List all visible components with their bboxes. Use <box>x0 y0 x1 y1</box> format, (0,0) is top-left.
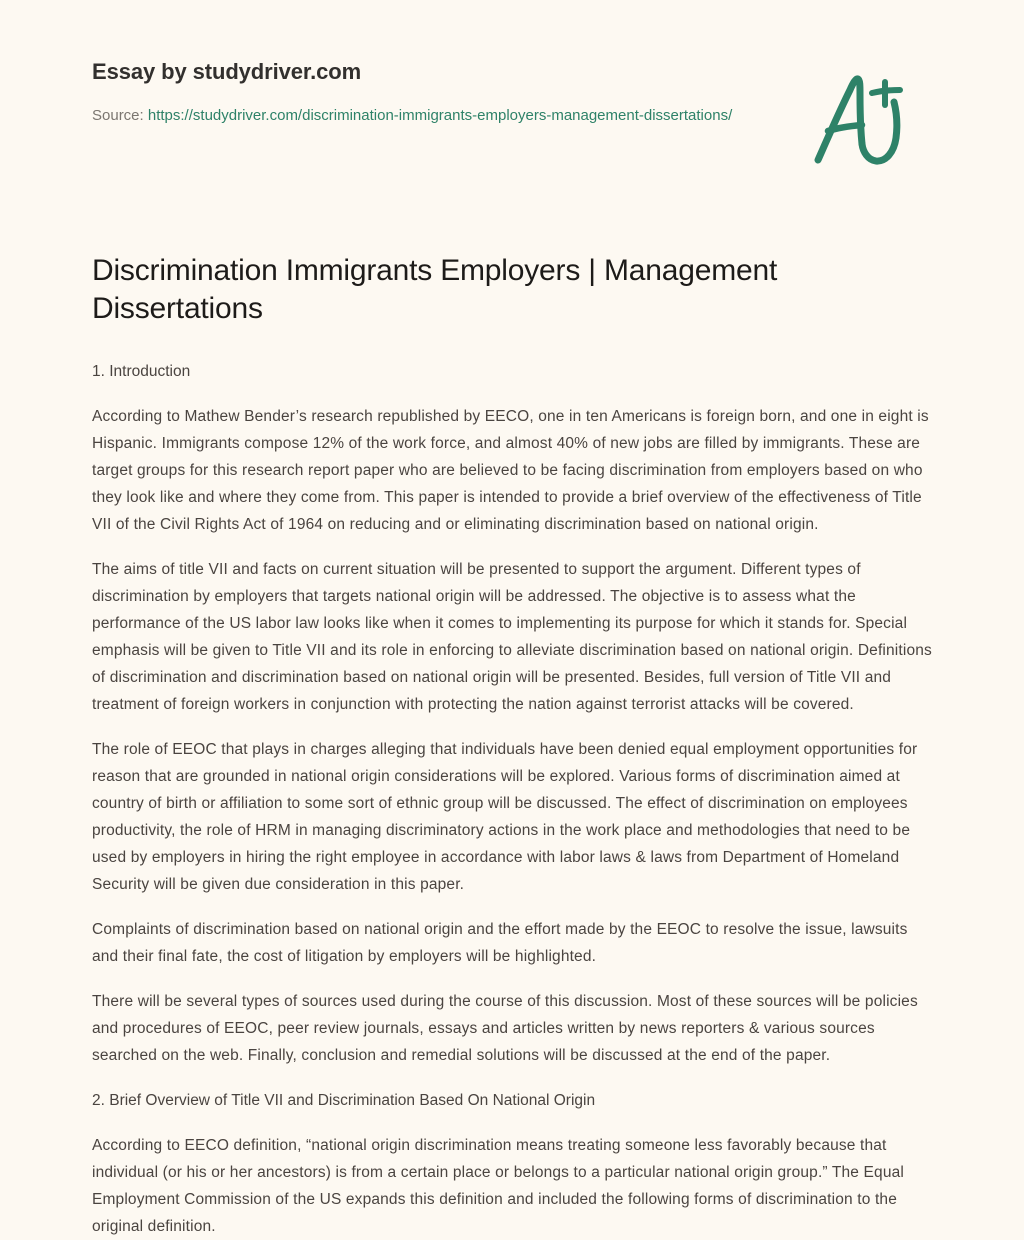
body-paragraph: Complaints of discrimination based on national origin and the effort made by the EEOC to resolve the issue, lawsuits and their final fate, the cost of litigation by employers will be highlighted. <box>92 921 908 965</box>
body-paragraph: The aims of title VII and facts on current situation will be presented to support the argument. Different types of discrimination by employers that targets national origin will be addressed. The objective is to assess what the performance of the US labor law looks like when it comes to implementing its purpose for which it stands for. Special emphasis will be given to Title VII and its role in enforcing to alleviate discrimination based on national origin. Definitions of discrimination and discrimination based on national origin will be presented. Besides, full version of Title VII and treatment of foreign workers in conjunction with protecting the nation against terrorist attacks will be covered. <box>92 561 932 713</box>
source-url-link[interactable]: https://studydriver.com/discrimination-immigrants-employers-management-dissertations/ <box>147 106 733 124</box>
section-heading: 1. Introduction <box>92 363 191 380</box>
site-title: Essay by studydriver.com <box>92 59 362 84</box>
a-plus-logo <box>812 68 908 168</box>
page-title: Discrimination Immigrants Employers | Management Dissertations <box>92 254 778 325</box>
article-blocks <box>92 358 934 1240</box>
body-paragraph: There will be several types of sources used during the course of this discussion. Most of these sources will be policies and procedures of EEOC, peer review journals, essays and articles written by news reporters & various sources searched on the web. Finally, conclusion and remedial solutions will be discussed at the end of the paper. <box>92 993 918 1064</box>
document-header <box>92 58 932 128</box>
body-paragraph: The role of EEOC that plays in charges alleging that individuals have been denied equal employment opportunities for reason that are grounded in national origin considerations will be explored. Various forms of discrimination aimed at country of birth or affiliation to some sort of ethnic group will be discussed. The effect of discrimination on employees productivity, the role of HRM in managing discriminatory actions in the work place and methodologies that need to be used by employers in hiring the right employee in accordance with labor laws & laws from Department of Homeland Security will be given due consideration in this paper. <box>92 741 918 893</box>
a-plus-grade-icon <box>812 68 908 168</box>
source-line <box>92 104 752 128</box>
article-body <box>92 252 934 1240</box>
section-heading: 2. Brief Overview of Title VII and Discrimination Based On National Origin <box>92 1092 596 1109</box>
source-label: Source: <box>92 106 144 124</box>
body-paragraph: According to EECO definition, “national origin discrimination means treating someone less favorably because that individual (or his or her ancestors) is from a certain place or belongs to a particular national origin group.” The Equal Employment Commission of the US expands this definition and included the following forms of discrimination to the original definition. <box>92 1137 904 1235</box>
body-paragraph: According to Mathew Bender’s research republished by EECO, one in ten Americans is foreign born, and one in eight is Hispanic. Immigrants compose 12% of the work force, and almost 40% of new jobs are filled by immigrants. These are target groups for this research report paper who are believed to be facing discrimination from employers based on who they look like and where they come from. This paper is intended to provide a brief overview of the effectiveness of Title VII of the Civil Rights Act of 1964 on reducing and or eliminating discrimination based on national origin. <box>92 408 929 533</box>
